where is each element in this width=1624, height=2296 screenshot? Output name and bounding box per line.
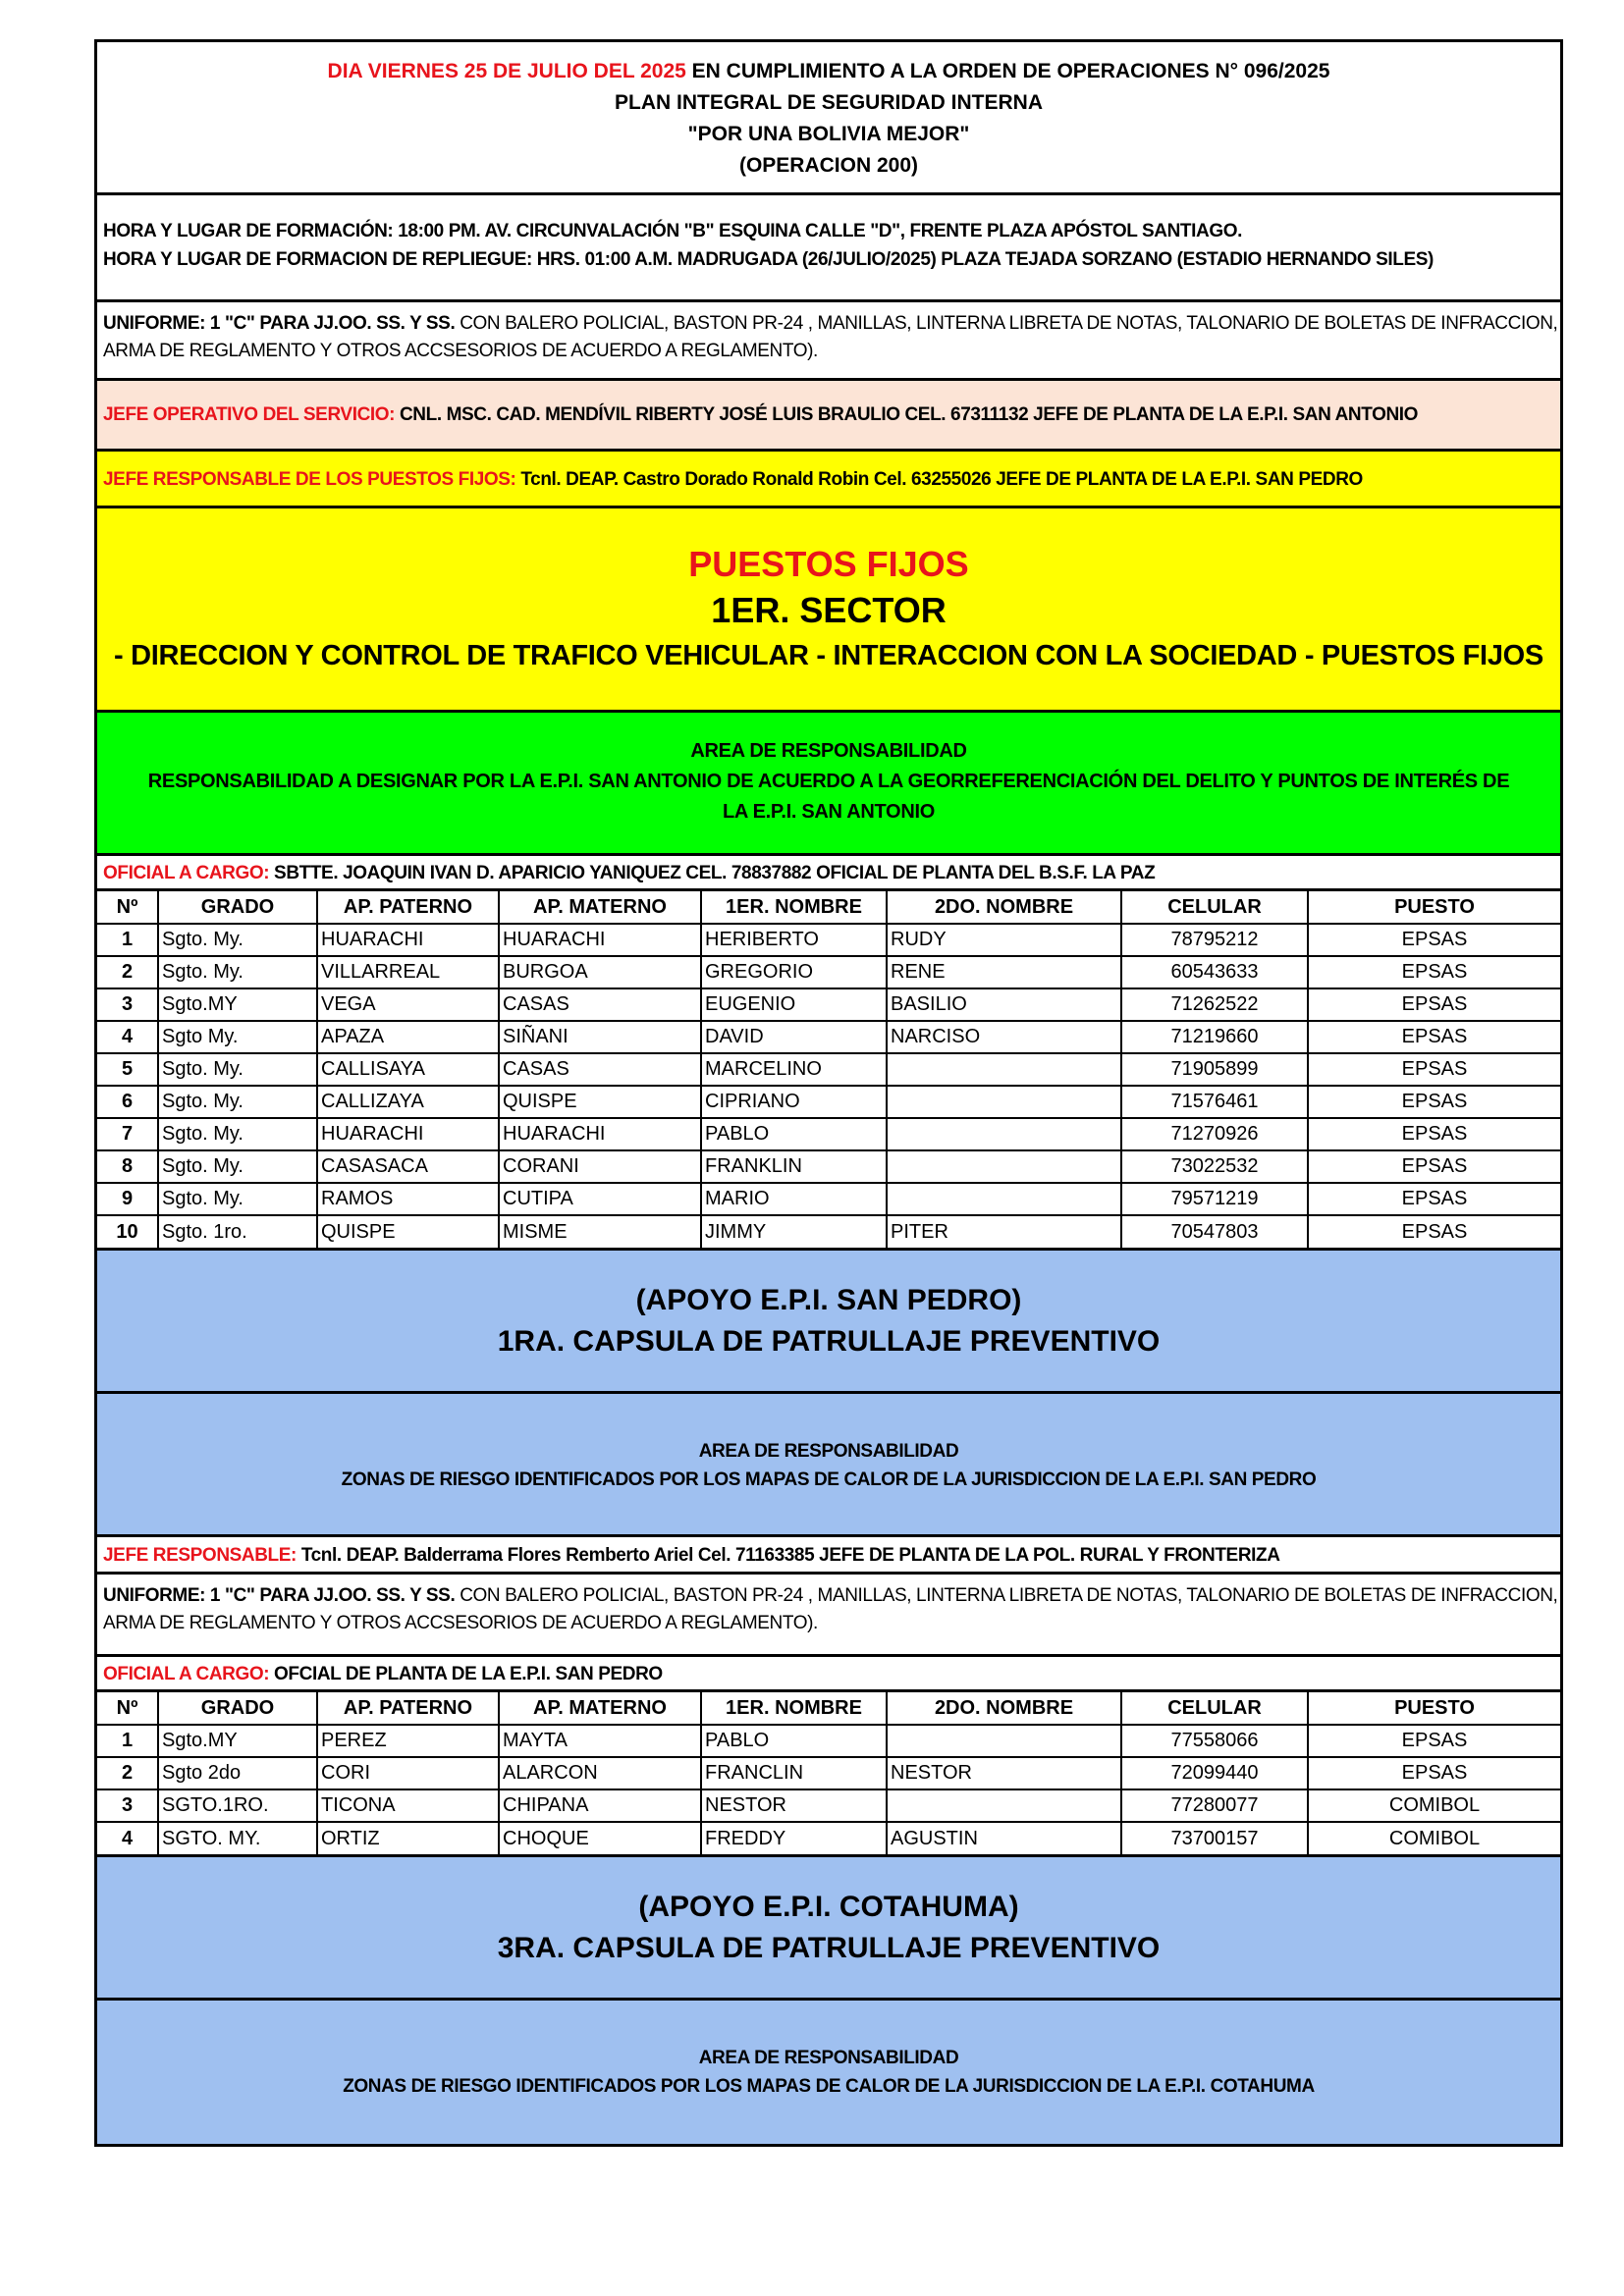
area-title: AREA DE RESPONSABILIDAD <box>690 740 967 762</box>
cell-phone: 79571219 <box>1121 1183 1308 1215</box>
area-line-2: LA E.P.I. SAN ANTONIO <box>723 801 935 823</box>
cell-paternal: CORI <box>317 1757 499 1789</box>
cell-rank: Sgto. My. <box>158 1086 317 1118</box>
cell-rank: Sgto.MY <box>158 1725 317 1757</box>
cell-phone: 77280077 <box>1121 1789 1308 1822</box>
support-capsule: 1RA. CAPSULA DE PATRULLAJE PREVENTIVO <box>497 1325 1161 1358</box>
responsible-chief-label: JEFE RESPONSABLE: <box>103 1545 297 1566</box>
cell-phone: 77558066 <box>1121 1725 1308 1757</box>
uniform-section-2 <box>97 1575 1560 1657</box>
officer-in-charge-1 <box>97 856 1560 891</box>
support-cotahuma <box>97 1857 1560 2001</box>
fixed-posts-banner <box>97 508 1560 713</box>
officer-label: OFICIAL A CARGO: <box>103 863 270 883</box>
header-operation: (OPERACION 200) <box>738 154 919 177</box>
cell-first-name: PABLO <box>701 1118 887 1150</box>
cell-rank: Sgto. My. <box>158 1053 317 1086</box>
operational-chief-label: JEFE OPERATIVO DEL SERVICIO: <box>103 404 396 425</box>
cell-number: 10 <box>97 1215 158 1248</box>
formation-time-place: HORA Y LUGAR DE FORMACIÓN: 18:00 PM. AV. CIRCUNVALACIÓN "B" ESQUINA CALLE "D", FRENTE PLAZA APÓSTOL SANTIAGO. <box>103 221 1242 241</box>
cell-post: EPSAS <box>1308 1183 1560 1215</box>
col-post: PUESTO <box>1308 1692 1560 1725</box>
cell-phone: 78795212 <box>1121 924 1308 956</box>
cell-number: 7 <box>97 1118 158 1150</box>
col-first-name: 1ER. NOMBRE <box>701 891 887 924</box>
fixed-posts-chief-text: Tcnl. DEAP. Castro Dorado Ronald Robin Cel. 63255026 JEFE DE PLANTA DE LA E.P.I. SAN PEDRO <box>515 469 1363 490</box>
col-post: PUESTO <box>1308 891 1560 924</box>
cell-first-name: JIMMY <box>701 1215 887 1248</box>
cell-maternal: CASAS <box>499 1053 701 1086</box>
col-rank: GRADO <box>158 891 317 924</box>
col-phone: CELULAR <box>1121 891 1308 924</box>
cell-rank: Sgto 2do <box>158 1757 317 1789</box>
cell-maternal: HUARACHI <box>499 1118 701 1150</box>
area-line-1: ZONAS DE RIESGO IDENTIFICADOS POR LOS MAPAS DE CALOR DE LA JURISDICCION DE LA E.P.I. SAN PEDRO <box>341 1469 1317 1490</box>
cell-rank: Sgto. My. <box>158 924 317 956</box>
header-slogan: "POR UNA BOLIVIA MEJOR" <box>687 123 970 145</box>
cell-first-name: HERIBERTO <box>701 924 887 956</box>
cell-second-name <box>887 1118 1121 1150</box>
cell-number: 8 <box>97 1150 158 1183</box>
officer-text: SBTTE. JOAQUIN IVAN D. APARICIO YANIQUEZ CEL. 78837882 OFICIAL DE PLANTA DEL B.S.F. LA PAZ <box>269 863 1156 883</box>
cell-rank: Sgto. My. <box>158 1183 317 1215</box>
cell-post: EPSAS <box>1308 956 1560 988</box>
officer-text: OFCIAL DE PLANTA DE LA E.P.I. SAN PEDRO <box>269 1664 663 1684</box>
cell-maternal: CASAS <box>499 988 701 1021</box>
personnel-table-1 <box>97 891 1560 1248</box>
personnel-table-2-wrap <box>97 1692 1560 1857</box>
cell-paternal: HUARACHI <box>317 1118 499 1150</box>
header-date: DIA VIERNES 25 DE JULIO DEL 2025 <box>327 60 686 82</box>
cell-first-name: CIPRIANO <box>701 1086 887 1118</box>
col-paternal: AP. PATERNO <box>317 1692 499 1725</box>
table-row <box>97 1757 1560 1789</box>
cell-phone: 72099440 <box>1121 1757 1308 1789</box>
cell-second-name: AGUSTIN <box>887 1822 1121 1854</box>
area-responsibility-3 <box>97 2001 1560 2144</box>
cell-number: 5 <box>97 1053 158 1086</box>
cell-number: 1 <box>97 1725 158 1757</box>
cell-second-name: RUDY <box>887 924 1121 956</box>
formation-schedule <box>97 195 1560 302</box>
support-san-pedro <box>97 1251 1560 1394</box>
cell-post: EPSAS <box>1308 1021 1560 1053</box>
operational-chief <box>97 381 1560 452</box>
personnel-table-1-wrap <box>97 891 1560 1251</box>
cell-second-name: NESTOR <box>887 1757 1121 1789</box>
cell-rank: Sgto. My. <box>158 956 317 988</box>
table-row <box>97 1183 1560 1215</box>
table-row <box>97 1053 1560 1086</box>
sector-title: 1ER. SECTOR <box>711 590 947 630</box>
cell-phone: 71905899 <box>1121 1053 1308 1086</box>
header-line-1 <box>97 56 1560 87</box>
cell-number: 4 <box>97 1021 158 1053</box>
personnel-table-2 <box>97 1692 1560 1854</box>
cell-paternal: VILLARREAL <box>317 956 499 988</box>
operations-document <box>94 39 1563 2147</box>
cell-second-name <box>887 1789 1121 1822</box>
cell-post: EPSAS <box>1308 1757 1560 1789</box>
cell-first-name: DAVID <box>701 1021 887 1053</box>
cell-first-name: PABLO <box>701 1725 887 1757</box>
cell-number: 2 <box>97 956 158 988</box>
cell-rank: Sgto My. <box>158 1021 317 1053</box>
cell-second-name: BASILIO <box>887 988 1121 1021</box>
cell-paternal: CALLIZAYA <box>317 1086 499 1118</box>
col-paternal: AP. PATERNO <box>317 891 499 924</box>
table-row <box>97 1822 1560 1854</box>
cell-first-name: EUGENIO <box>701 988 887 1021</box>
cell-maternal: MISME <box>499 1215 701 1248</box>
cell-first-name: GREGORIO <box>701 956 887 988</box>
table-row <box>97 1725 1560 1757</box>
area-title: AREA DE RESPONSABILIDAD <box>698 2048 959 2068</box>
cell-second-name: PITER <box>887 1215 1121 1248</box>
officer-in-charge-2 <box>97 1657 1560 1692</box>
header-plan: PLAN INTEGRAL DE SEGURIDAD INTERNA <box>615 91 1043 114</box>
uniform-text: CON BALERO POLICIAL, BASTON PR-24 , MANILLAS, LINTERNA LIBRETA DE NOTAS, TALONARIO DE BOLETAS DE INFRACCION, ARMA DE REGLAMENTO Y OTROS ACCSESORIOS DE ACUERDO A REGLAMENTO). <box>103 1585 1558 1633</box>
cell-post: COMIBOL <box>1308 1822 1560 1854</box>
cell-first-name: MARIO <box>701 1183 887 1215</box>
uniform-label: UNIFORME: 1 "C" PARA JJ.OO. SS. Y SS. <box>103 1585 456 1606</box>
cell-post: EPSAS <box>1308 1053 1560 1086</box>
header-order: EN CUMPLIMIENTO A LA ORDEN DE OPERACIONES N° 096/2025 <box>685 60 1330 82</box>
cell-post: EPSAS <box>1308 1150 1560 1183</box>
cell-first-name: MARCELINO <box>701 1053 887 1086</box>
cell-phone: 71576461 <box>1121 1086 1308 1118</box>
col-maternal: AP. MATERNO <box>499 891 701 924</box>
responsible-chief-2 <box>97 1537 1560 1575</box>
cell-maternal: QUISPE <box>499 1086 701 1118</box>
cell-second-name <box>887 1053 1121 1086</box>
uniform-label: UNIFORME: 1 "C" PARA JJ.OO. SS. Y SS. <box>103 313 456 334</box>
document-header <box>97 42 1560 195</box>
col-first-name: 1ER. NOMBRE <box>701 1692 887 1725</box>
table-row <box>97 956 1560 988</box>
cell-rank: Sgto. 1ro. <box>158 1215 317 1248</box>
table-header-row <box>97 891 1560 924</box>
table-row <box>97 1215 1560 1248</box>
col-maternal: AP. MATERNO <box>499 1692 701 1725</box>
cell-post: EPSAS <box>1308 1215 1560 1248</box>
officer-label: OFICIAL A CARGO: <box>103 1664 270 1684</box>
cell-first-name: FRANKLIN <box>701 1150 887 1183</box>
cell-rank: Sgto.MY <box>158 988 317 1021</box>
cell-second-name: NARCISO <box>887 1021 1121 1053</box>
cell-number: 9 <box>97 1183 158 1215</box>
area-line-1: RESPONSABILIDAD A DESIGNAR POR LA E.P.I. SAN ANTONIO DE ACUERDO A LA GEORREFERENCIACIÓN DEL DELITO Y PUNTOS DE INTERÉS DE <box>147 771 1510 792</box>
cell-phone: 71262522 <box>1121 988 1308 1021</box>
cell-rank: SGTO.1RO. <box>158 1789 317 1822</box>
cell-number: 4 <box>97 1822 158 1854</box>
sector-tasks: - DIRECCION Y CONTROL DE TRAFICO VEHICULAR - INTERACCION CON LA SOCIEDAD - PUESTOS FIJOS <box>114 640 1543 671</box>
col-number: Nº <box>97 1692 158 1725</box>
cell-post: EPSAS <box>1308 1725 1560 1757</box>
table-row <box>97 1021 1560 1053</box>
cell-paternal: TICONA <box>317 1789 499 1822</box>
cell-paternal: VEGA <box>317 988 499 1021</box>
cell-first-name: FRANCLIN <box>701 1757 887 1789</box>
fixed-posts-chief <box>97 452 1560 508</box>
cell-phone: 60543633 <box>1121 956 1308 988</box>
cell-second-name <box>887 1150 1121 1183</box>
col-number: Nº <box>97 891 158 924</box>
cell-maternal: MAYTA <box>499 1725 701 1757</box>
cell-paternal: QUISPE <box>317 1215 499 1248</box>
fixed-posts-chief-label: JEFE RESPONSABLE DE LOS PUESTOS FIJOS: <box>103 469 516 490</box>
cell-maternal: CORANI <box>499 1150 701 1183</box>
cell-second-name <box>887 1183 1121 1215</box>
cell-post: EPSAS <box>1308 1086 1560 1118</box>
cell-maternal: CHIPANA <box>499 1789 701 1822</box>
cell-post: EPSAS <box>1308 924 1560 956</box>
cell-phone: 73022532 <box>1121 1150 1308 1183</box>
uniform-section-1 <box>97 302 1560 381</box>
cell-paternal: PEREZ <box>317 1725 499 1757</box>
col-rank: GRADO <box>158 1692 317 1725</box>
cell-post: COMIBOL <box>1308 1789 1560 1822</box>
cell-number: 3 <box>97 988 158 1021</box>
area-title: AREA DE RESPONSABILIDAD <box>698 1441 959 1462</box>
table-row <box>97 988 1560 1021</box>
cell-paternal: APAZA <box>317 1021 499 1053</box>
cell-maternal: HUARACHI <box>499 924 701 956</box>
col-second-name: 2DO. NOMBRE <box>887 1692 1121 1725</box>
cell-paternal: HUARACHI <box>317 924 499 956</box>
cell-rank: SGTO. MY. <box>158 1822 317 1854</box>
table-row <box>97 1118 1560 1150</box>
cell-number: 1 <box>97 924 158 956</box>
cell-first-name: NESTOR <box>701 1789 887 1822</box>
cell-rank: Sgto. My. <box>158 1118 317 1150</box>
cell-paternal: ORTIZ <box>317 1822 499 1854</box>
cell-number: 3 <box>97 1789 158 1822</box>
responsible-chief-text: Tcnl. DEAP. Balderrama Flores Remberto Ariel Cel. 71163385 JEFE DE PLANTA DE LA POL. RURAL Y FRONTERIZA <box>296 1545 1280 1566</box>
cell-phone: 70547803 <box>1121 1215 1308 1248</box>
table-header-row <box>97 1692 1560 1725</box>
cell-second-name <box>887 1086 1121 1118</box>
cell-first-name: FREDDY <box>701 1822 887 1854</box>
table-row <box>97 1150 1560 1183</box>
area-line-1: ZONAS DE RIESGO IDENTIFICADOS POR LOS MAPAS DE CALOR DE LA JURISDICCION DE LA E.P.I. COTAHUMA <box>343 2076 1315 2097</box>
area-responsibility-1 <box>97 713 1560 856</box>
cell-maternal: BURGOA <box>499 956 701 988</box>
cell-paternal: CASASACA <box>317 1150 499 1183</box>
uniform-text: CON BALERO POLICIAL, BASTON PR-24 , MANILLAS, LINTERNA LIBRETA DE NOTAS, TALONARIO DE BOLETAS DE INFRACCION, ARMA DE REGLAMENTO Y OTROS ACCSESORIOS DE ACUERDO A REGLAMENTO). <box>103 313 1558 361</box>
support-title: (APOYO E.P.I. SAN PEDRO) <box>635 1284 1022 1316</box>
cell-maternal: CHOQUE <box>499 1822 701 1854</box>
cell-number: 2 <box>97 1757 158 1789</box>
cell-second-name <box>887 1725 1121 1757</box>
cell-post: EPSAS <box>1308 988 1560 1021</box>
table-row <box>97 924 1560 956</box>
cell-maternal: SIÑANI <box>499 1021 701 1053</box>
operational-chief-text: CNL. MSC. CAD. MENDÍVIL RIBERTY JOSÉ LUIS BRAULIO CEL. 67311132 JEFE DE PLANTA DE LA E.P.I. SAN ANTONIO <box>395 404 1419 425</box>
cell-maternal: CUTIPA <box>499 1183 701 1215</box>
table-row <box>97 1789 1560 1822</box>
cell-paternal: RAMOS <box>317 1183 499 1215</box>
cell-paternal: CALLISAYA <box>317 1053 499 1086</box>
cell-second-name: RENE <box>887 956 1121 988</box>
cell-number: 6 <box>97 1086 158 1118</box>
fixed-posts-title: PUESTOS FIJOS <box>688 544 969 584</box>
col-phone: CELULAR <box>1121 1692 1308 1725</box>
cell-phone: 73700157 <box>1121 1822 1308 1854</box>
col-second-name: 2DO. NOMBRE <box>887 891 1121 924</box>
retreat-time-place: HORA Y LUGAR DE FORMACION DE REPLIEGUE: HRS. 01:00 A.M. MADRUGADA (26/JULIO/2025) PLAZA TEJADA SORZANO (ESTADIO HERNANDO SILES) <box>103 249 1434 270</box>
area-responsibility-2 <box>97 1394 1560 1537</box>
cell-phone: 71270926 <box>1121 1118 1308 1150</box>
support-capsule: 3RA. CAPSULA DE PATRULLAJE PREVENTIVO <box>497 1932 1161 1964</box>
cell-maternal: ALARCON <box>499 1757 701 1789</box>
support-title: (APOYO E.P.I. COTAHUMA) <box>638 1891 1019 1923</box>
table-row <box>97 1086 1560 1118</box>
cell-post: EPSAS <box>1308 1118 1560 1150</box>
cell-phone: 71219660 <box>1121 1021 1308 1053</box>
cell-rank: Sgto. My. <box>158 1150 317 1183</box>
